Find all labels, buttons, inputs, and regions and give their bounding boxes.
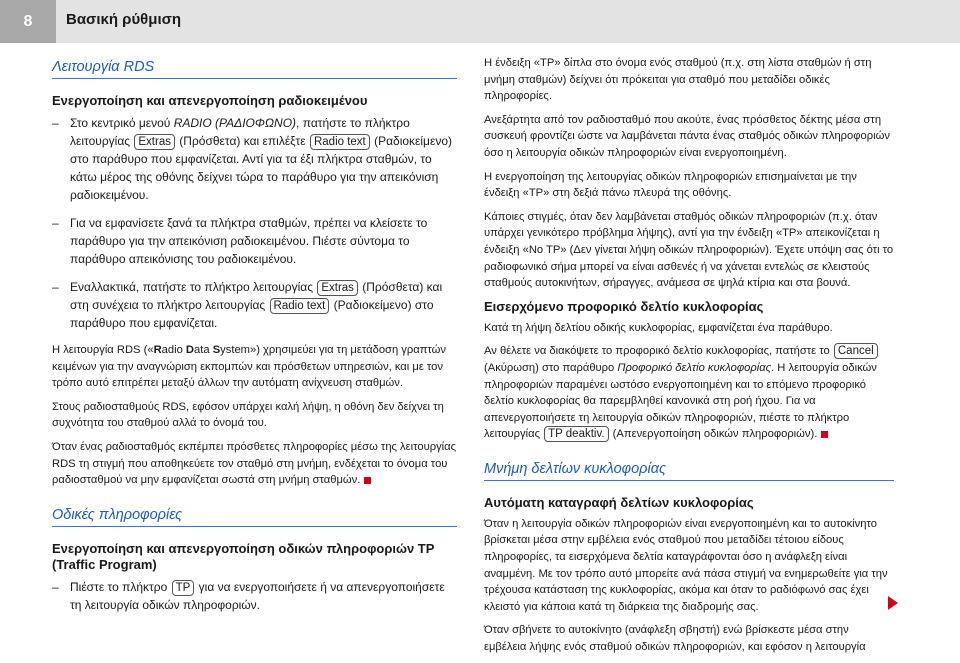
window-paragraph: Κατά τη λήψη δελτίου οδικής κυκλοφορίας, εμφανίζεται ένα παράθυρο.	[484, 321, 833, 334]
radio-text-key[interactable]: Radio text	[270, 298, 330, 314]
left-column	[52, 55, 457, 624]
receiver-paragraph: Ανεξάρτητα από τον ραδιοσταθμό που ακούτε, ένας πρόσθετος δέκτης μέσα στη συσκευή φροντίζει ώστε να λαμβάνεται πάντα ένας σταθμός οδικών πληροφοριών όσο η λειτουργία οδικών πληροφοριών είναι ενεργοποιημένη.	[484, 113, 890, 159]
tp-indicator-paragraph: Η ένδειξη «TP» δίπλα στο όνομα ενός σταθμού (π.χ. στη λίστα σταθμών ή στη μνήμη σταθμών) δείχνει ότι πρόκειται για σταθμό που μεταδίδει οδικές πληροφορίες.	[484, 57, 872, 103]
dash-marker: –	[52, 216, 59, 230]
cancel-key[interactable]: Cancel	[834, 343, 878, 359]
chapter-title: Βασική ρύθμιση	[66, 11, 182, 28]
list-item: – Για να εμφανίσετε ξανά τα πλήκτρα σταθμών, πρέπει να κλείσετε το παράθυρο για την απεικόνιση ραδιοκειμένου. Πιέστε σύντομα το παράθυρο απεικόνισης του ραδιοκειμένου.	[52, 216, 428, 266]
ignition-paragraph: Όταν σβήνετε το αυτοκίνητο (ανάφλεξη σβηστή) ενώ βρίσκεστε μέσα στην εμβέλεια λήψης ενός σταθμού οδικών πληροφοριών, και εφόσον η λειτουργία	[484, 624, 866, 654]
no-tp-paragraph: Κάποιες στιγμές, όταν δεν λαμβάνεται σταθμός οδικών πληροφοριών (π.χ. όταν υπάρχει γενικότερο πρόβλημα λήψης), αντί για την ένδειξη «TP» απεικονίζεται η ένδειξη «No TP» (Δεν γίνεται λήψη οδικών πληροφοριών). Έχετε υπόψη σας ότι το ραδιοφωνικό σήμα μπορεί να είναι ασθενές ή να χάνεται εντελώς σε κλειστούς σταθμούς αυτοκινήτων, σήραγγες, ανάμεσα σε ψηλά κτίρια και στα βουνά.	[484, 210, 894, 290]
radiotext-heading: Ενεργοποίηση και απενεργοποίηση ραδιοκειμένου	[52, 93, 368, 108]
list-item: – Εναλλακτικά, πατήστε το πλήκτρο λειτουργίας Extras (Πρόσθετα) και στη συνέχεια το πλήκτρο λειτουργίας Radio text (Ραδιοκείμενο) στο παράθυρο που εμφανίζεται.	[52, 280, 443, 330]
radio-text-key[interactable]: Radio text	[310, 134, 370, 150]
auto-record-heading: Αυτόματη καταγραφή δελτίων κυκλοφορίας	[484, 494, 754, 510]
cancel-paragraph: Αν θέλετε να διακόψετε το προφορικό δελτίο κυκλοφορίας, πατήστε το Cancel (Ακύρωση) στο παράθυρο Προφορικό δελτίο κυκλοφορίας. Η λειτουργία οδικών πληροφοριών παραμένει ωστόσο ενεργοποιημένη και το επόμενο προφορικό δελτίο κυκλοφορίας θα παρεμβληθεί κανονικά στη ροή ήχου. Για να απενεργοποιήσετε τη λειτουργία οδικών πληροφοριών, πιέστε το πλήκτρο λειτουργίας TP deaktiv. (Απενεργοποίηση οδικών πληροφοριών).	[484, 345, 877, 441]
dash-marker: –	[52, 280, 59, 294]
rds-name-paragraph: Στους ραδιοσταθμούς RDS, εφόσον υπάρχει καλή λήψη, η οθόνη δεν δείχνει τη συχνότητα του σταθμού αλλά το όνομά του.	[52, 400, 444, 430]
extras-key[interactable]: Extras	[317, 280, 358, 296]
dash-marker: –	[52, 116, 59, 130]
dash-marker: –	[52, 579, 59, 594]
rds-description: Η λειτουργία RDS («Radio Data System») χρησιμεύει για τη μετάδοση γραπτών κειμένων για την αναγνώριση εκπομπών και πρόσθετων υπηρεσιών, και με τον τρόπο αυτό επιτρέπει μεταξύ άλλων την αυτόματη ανίχνευση σταθμών.	[52, 344, 447, 390]
priority-heading: Εισερχόμενο προφορικό δελτίο κυκλοφορίας	[484, 298, 764, 314]
rds-memory-paragraph: Όταν ένας ραδιοσταθμός εκπέμπει πρόσθετες πληροφορίες μέσω της λειτουργίας RDS τη στιγμή που αποθηκεύετε τον σταθμό στη μνήμη, ενδέχεται το όνομα του ραδιοσταθμού να μην εμφανίζεται σωστά στη μνήμη σταθμών.	[52, 440, 457, 487]
extras-key[interactable]: Extras	[134, 134, 175, 150]
traffic-heading: Ενεργοποίηση και απενεργοποίηση οδικών πληροφοριών TP (Traffic Program)	[52, 540, 435, 572]
tp-deactivate-key[interactable]: TP deaktiv.	[544, 426, 608, 442]
auto-record-paragraph: Όταν η λειτουργία οδικών πληροφοριών είναι ενεργοποιημένη και το αυτοκίνητο βρίσκεται μέσα στην εμβέλεια ενός σταθμού που μεταδίδει τέτοιου είδους πληροφορίες, τα εισερχόμενα δελτία καταγράφονται όσο η ανάφλεξη είναι αναμμένη. Με τον τρόπο αυτό μπορείτε ανά πάσα στιγμή να ενημερωθείτε για την τρέχουσα κατάσταση της κυκλοφορίας, ακόμα και όταν το ραδιόφωνό σας έχει κλειστό για κάποια κατά τη διάρκεια της διαδρομής σας.	[484, 517, 888, 613]
list-item: – Στο κεντρικό μενού RADIO (ΡΑΔΙΟΦΩΝΟ), πατήστε το πλήκτρο λειτουργίας Extras (Πρόσθετα) και επιλέξτε Radio text (Ραδιοκείμενο) στο παράθυρο που εμφανίζεται. Αντί για τα έξι πλήκτρα σταθμών, το κάτω μέρος της οθόνης δείχνει τώρα το παράθυρο για την απεικόνιση ραδιοκειμένου.	[52, 116, 452, 202]
continue-arrow-icon	[888, 596, 898, 610]
rds-section-title: Λειτουργία RDS	[52, 55, 457, 79]
menu-name: RADIO (ΡΑΔΙΟΦΩΝΟ)	[173, 116, 297, 130]
end-of-section-marker	[821, 431, 828, 438]
memory-section-title: Μνήμη δελτίων κυκλοφορίας	[484, 457, 894, 481]
page-number: 8	[0, 0, 56, 43]
tp-key[interactable]: TP	[172, 580, 195, 596]
list-item: – Πιέστε το πλήκτρο TP για να ενεργοποιήσετε ή να απενεργοποιήσετε τη λειτουργία οδικών πληροφοριών.	[52, 579, 445, 612]
traffic-section-title: Οδικές πληροφορίες	[52, 503, 457, 527]
tp-display-paragraph: Η ενεργοποίηση της λειτουργίας οδικών πληροφοριών επισημαίνεται με την ένδειξη «TP» στη δεξιά πάνω πλευρά της οθόνης.	[484, 170, 857, 200]
end-of-section-marker	[364, 477, 371, 484]
right-column	[484, 55, 894, 663]
